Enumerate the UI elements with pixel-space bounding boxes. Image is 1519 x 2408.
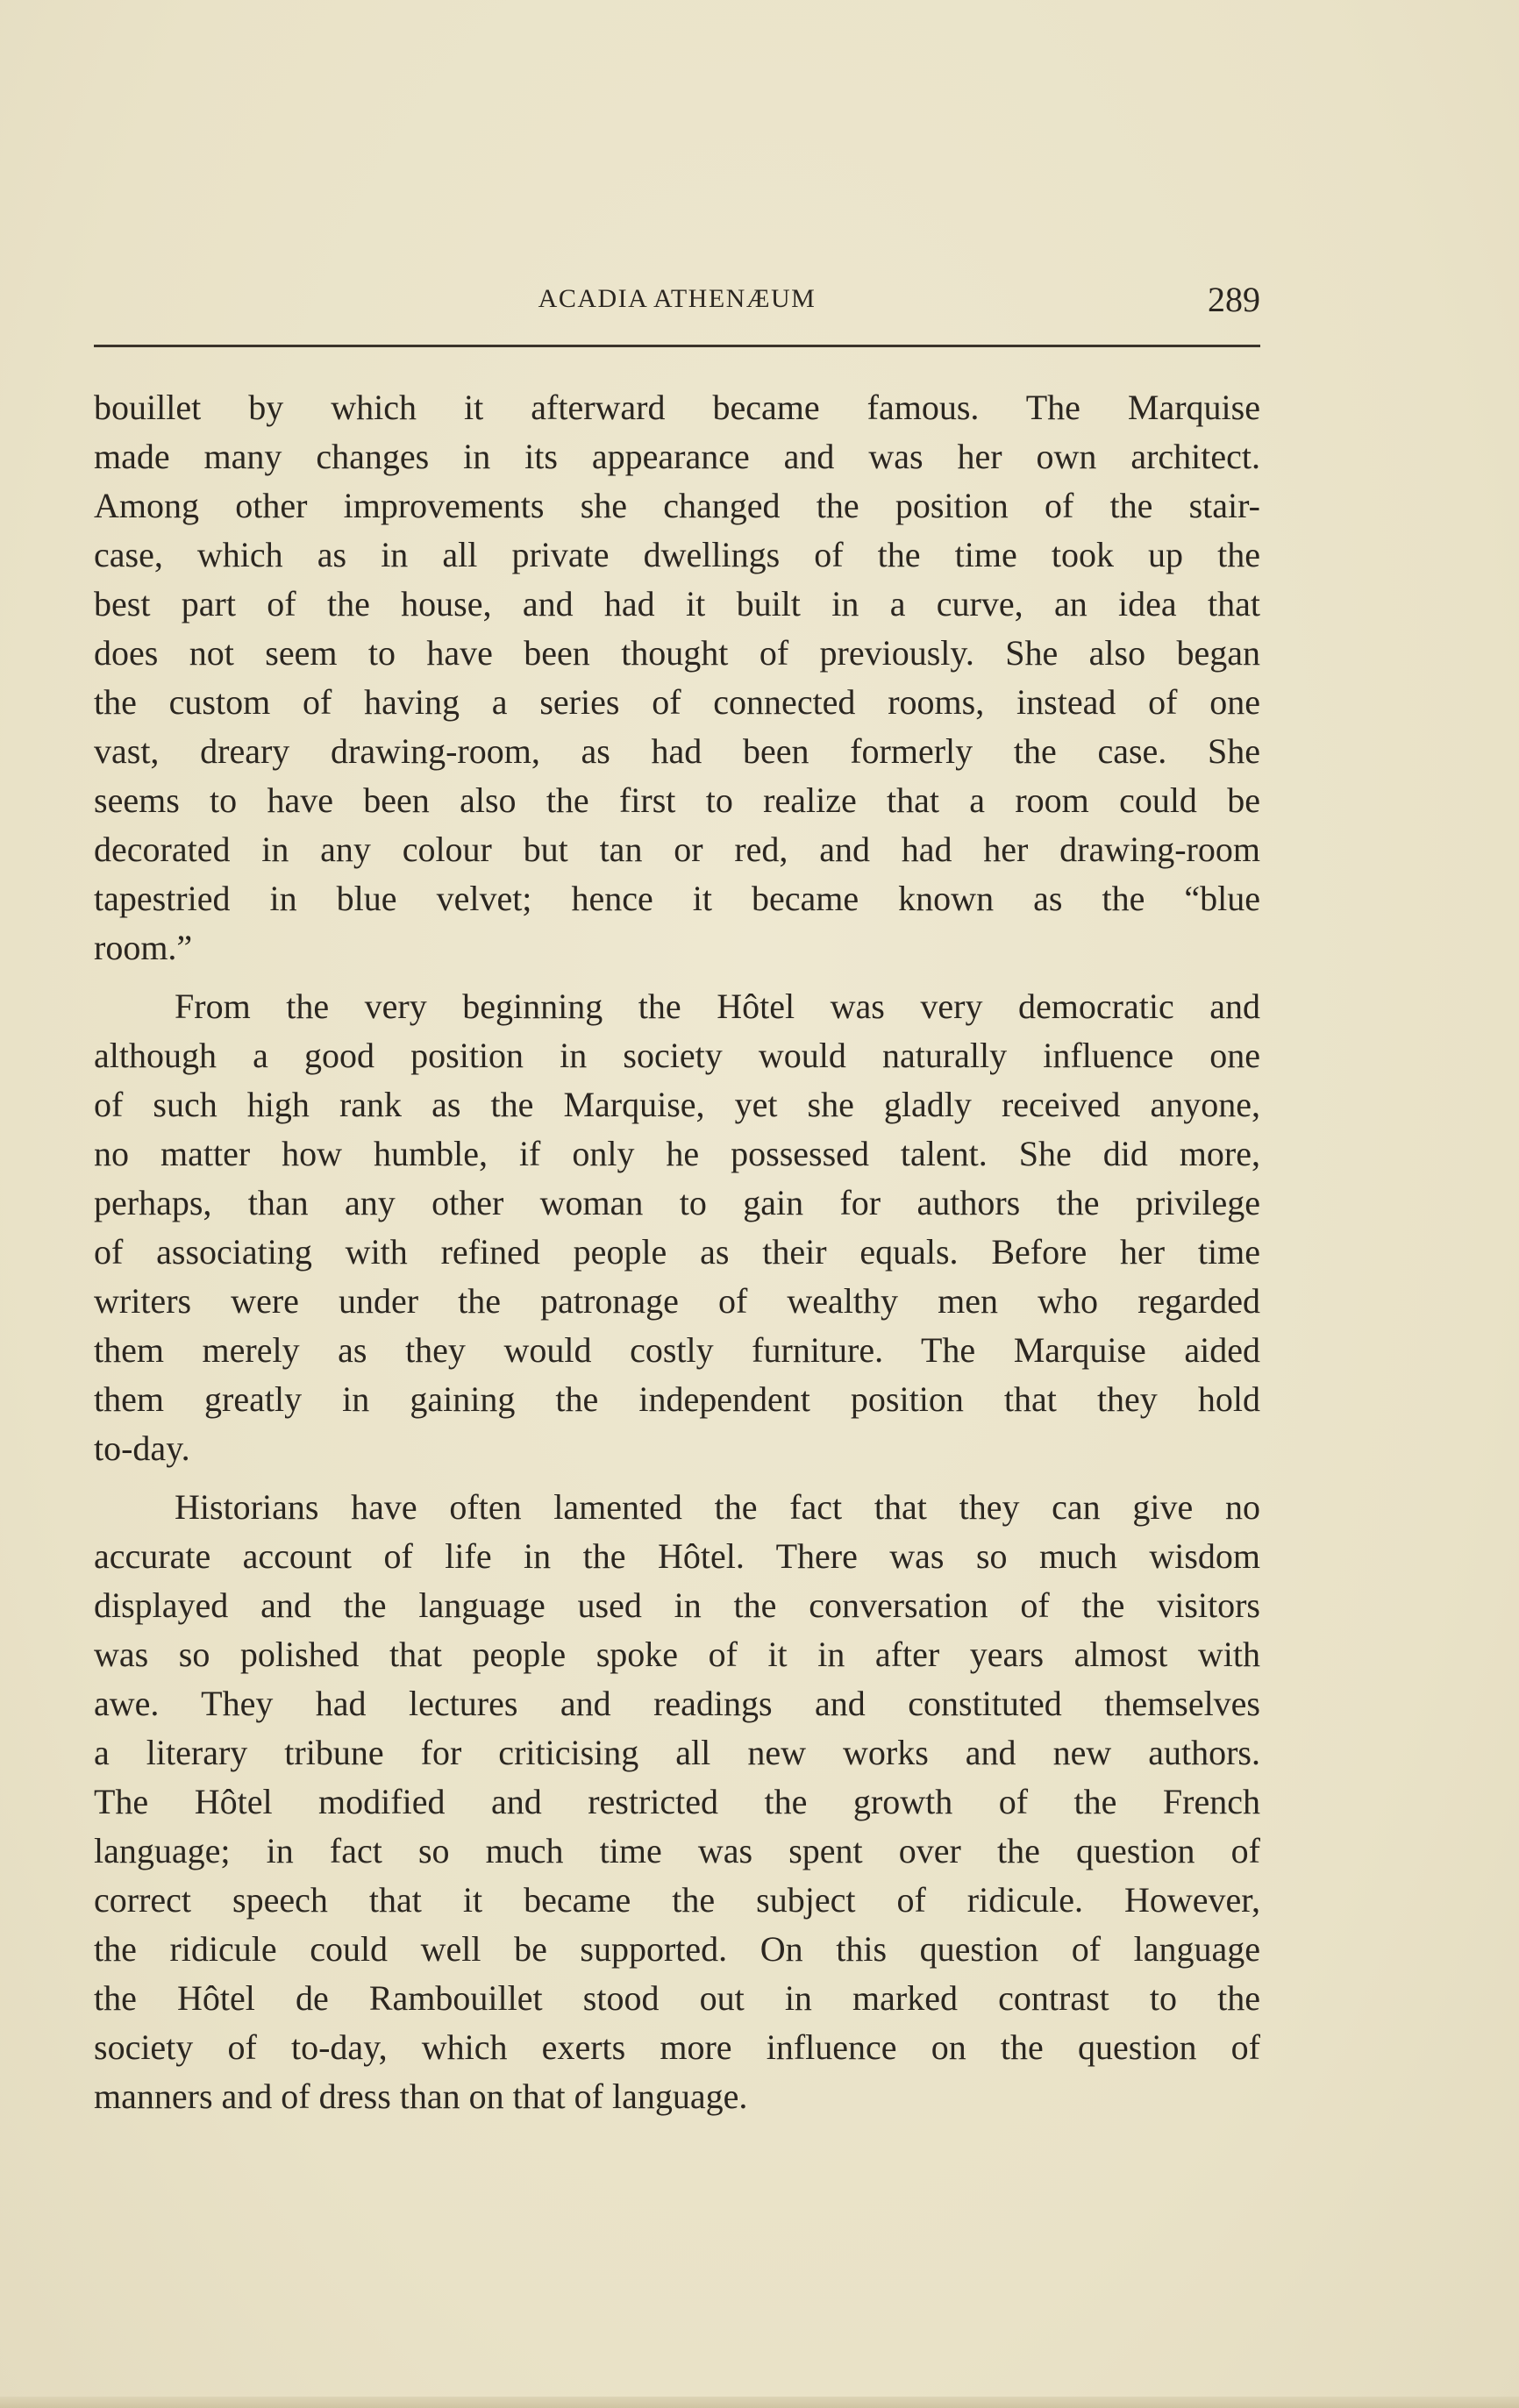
text-line: writers were under the patronage of wealthy men who regarded <box>94 1281 1260 1321</box>
text-line: to-day. <box>94 1428 190 1468</box>
text-line: tapestried in blue velvet; hence it became known as the “blue <box>94 879 1260 918</box>
text-line: The Hôtel modified and restricted the growth of the French <box>94 1782 1260 1821</box>
text-line: the Hôtel de Rambouillet stood out in marked contrast to the <box>94 1978 1260 2018</box>
paragraph <box>94 383 1260 972</box>
page-header <box>94 279 1260 323</box>
paragraph <box>94 1483 1260 2121</box>
text-line: vast, dreary drawing-room, as had been formerly the case. She <box>94 731 1260 771</box>
text-line: accurate account of life in the Hôtel. There was so much wisdom <box>94 1536 1260 1576</box>
text-line: made many changes in its appearance and was her own architect. <box>94 437 1260 476</box>
text-line: does not seem to have been thought of previously. She also began <box>94 633 1260 673</box>
page-bottom-edge <box>0 2397 1519 2408</box>
page-number: 289 <box>1208 280 1260 319</box>
paragraph-gap <box>94 1473 1260 1483</box>
text-line: them merely as they would costly furniture. The Marquise aided <box>94 1330 1260 1370</box>
text-line: language; in fact so much time was spent over the question of <box>94 1831 1260 1870</box>
text-line: Among other improvements she changed the position of the stair- <box>94 486 1260 525</box>
text-line: Historians have often lamented the fact that they can give no <box>175 1487 1260 1527</box>
paragraph-gap <box>94 972 1260 982</box>
text-line: no matter how humble, if only he possessed talent. She did more, <box>94 1134 1260 1173</box>
text-line: perhaps, than any other woman to gain for authors the privilege <box>94 1183 1260 1222</box>
text-line: awe. They had lectures and readings and constituted themselves <box>94 1684 1260 1723</box>
text-line: society of to-day, which exerts more influence on the question of <box>94 2027 1260 2067</box>
text-line: decorated in any colour but tan or red, and had her drawing-room <box>94 830 1260 869</box>
text-line: room.” <box>94 928 193 967</box>
text-line: them greatly in gaining the independent position that they hold <box>94 1379 1260 1419</box>
text-line: was so polished that people spoke of it in after years almost with <box>94 1635 1260 1674</box>
text-line: case, which as in all private dwellings of the time took up the <box>94 535 1260 574</box>
text-line: displayed and the language used in the conversation of the visitors <box>94 1585 1260 1625</box>
text-line: bouillet by which it afterward became famous. The Marquise <box>94 388 1260 427</box>
text-line: of such high rank as the Marquise, yet she gladly received anyone, <box>94 1085 1260 1124</box>
header-rule <box>94 345 1260 347</box>
text-line: correct speech that it became the subject of ridicule. However, <box>94 1880 1260 1920</box>
text-line: seems to have been also the first to realize that a room could be <box>94 780 1260 820</box>
text-line: of associating with refined people as their equals. Before her time <box>94 1232 1260 1272</box>
text-line: a literary tribune for criticising all new works and new authors. <box>94 1733 1260 1772</box>
text-line: best part of the house, and had it built in a curve, an idea that <box>94 584 1260 623</box>
text-line: the ridicule could well be supported. On this question of language <box>94 1929 1260 1969</box>
text-line: From the very beginning the Hôtel was very democratic and <box>175 987 1260 1026</box>
text-line: although a good position in society would naturally influence one <box>94 1036 1260 1075</box>
body-text <box>94 383 1260 2121</box>
running-head: ACADIA ATHENÆUM <box>538 284 817 313</box>
text-line: manners and of dress than on that of language. <box>94 2077 748 2116</box>
text-line: the custom of having a series of connected rooms, instead of one <box>94 682 1260 722</box>
paragraph <box>94 982 1260 1473</box>
